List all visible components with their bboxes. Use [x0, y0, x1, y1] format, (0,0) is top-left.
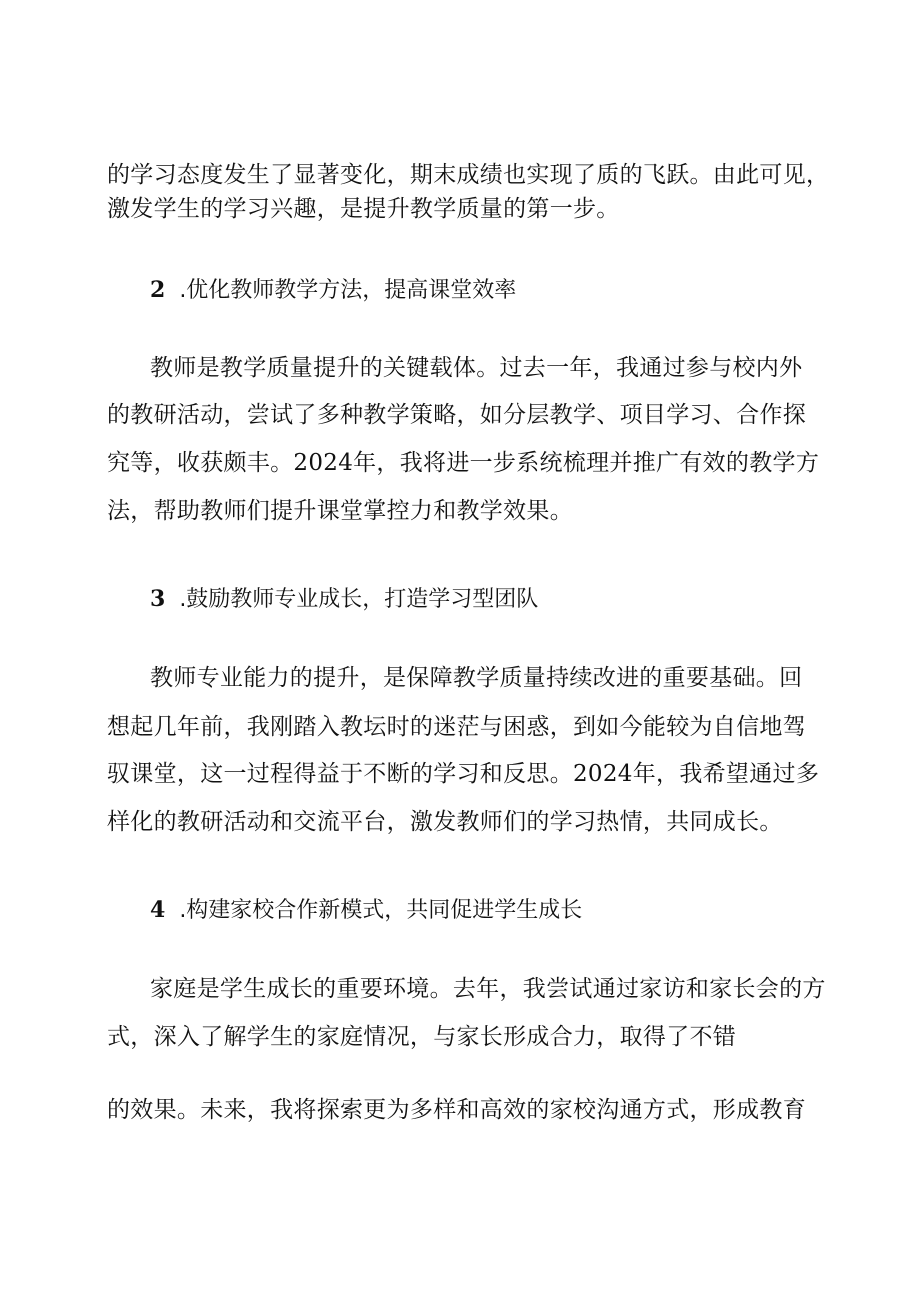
section-2-number: 2	[150, 277, 166, 303]
section-2-title: .优化教师教学方法，提高课堂效率	[179, 278, 517, 303]
section-2-heading	[150, 275, 516, 306]
intro-line-2: 激发学生的学习兴趣，是提升教学质量的第一步。	[107, 196, 620, 222]
section-2-line-4: 法，帮助教师们提升课堂掌控力和教学效果。	[107, 498, 573, 524]
section-4-line-2: 式，深入了解学生的家庭情况，与家长形成合力，取得了不错	[107, 1024, 737, 1050]
section-4-number: 4	[150, 897, 166, 923]
section-4-line-1: 家庭是学生成长的重要环境。去年，我尝试通过家访和家长会的方	[150, 976, 826, 1002]
section-3-title: .鼓励教师专业成长，打造学习型团队	[179, 587, 539, 612]
section-4-line-3: 的效果。未来，我将探索更为多样和高效的家校沟通方式，形成教育	[107, 1097, 806, 1123]
section-3-line-3: 驭课堂，这一过程得益于不断的学习和反思。2024年，我希望通过多	[107, 761, 820, 787]
section-2-line-1: 教师是教学质量提升的关键载体。过去一年，我通过参与校内外	[150, 355, 803, 381]
section-3-line-2: 想起几年前，我刚踏入教坛时的迷茫与困惑，到如今能较为自信地驾	[107, 714, 806, 740]
section-3-line-1: 教师专业能力的提升，是保障教学质量持续改进的重要基础。回	[150, 665, 803, 691]
section-3-heading	[150, 584, 538, 615]
section-4-heading	[150, 895, 582, 926]
section-4-title: .构建家校合作新模式，共同促进学生成长	[179, 898, 583, 923]
section-2-line-2: 的教研活动，尝试了多种教学策略，如分层教学、项目学习、合作探	[107, 402, 806, 428]
section-3-number: 3	[150, 586, 166, 612]
section-3-line-4: 样化的教研活动和交流平台，激发教师们的学习热情，共同成长。	[107, 809, 783, 835]
section-2-line-3: 究等，收获颇丰。2024年，我将进一步系统梳理并推广有效的教学方	[107, 450, 820, 476]
intro-line-1: 的学习态度发生了显著变化，期末成绩也实现了质的飞跃。由此可见，	[107, 162, 830, 188]
